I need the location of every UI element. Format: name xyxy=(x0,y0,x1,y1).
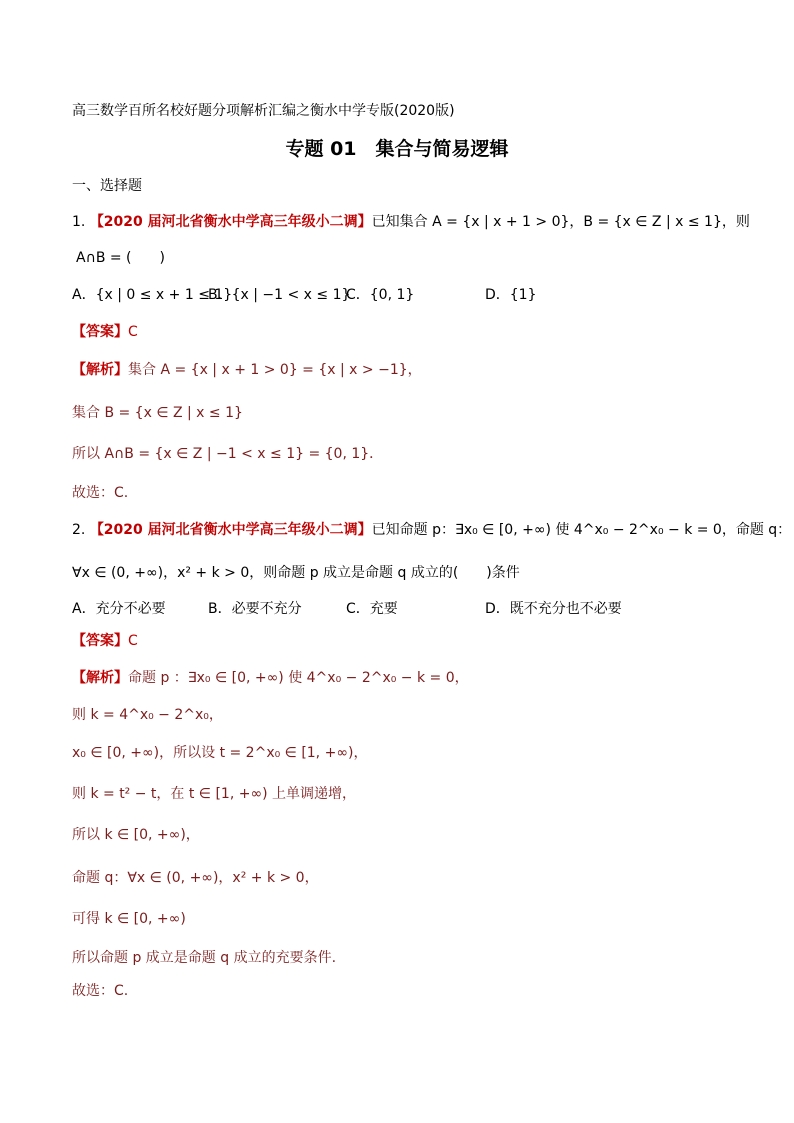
question-2-explanation-line-9: 故选：C. xyxy=(72,983,129,999)
question-2-source: 【2020 届河北省衡水中学高三年级小二调】 xyxy=(89,522,372,538)
question-1-option-c: C．{0, 1} xyxy=(346,287,415,303)
question-2-option-c: C．充要 xyxy=(346,601,398,617)
question-1-stem xyxy=(72,212,750,232)
question-2-stem-line2: ∀x ∈ (0, +∞)，x² + k > 0，则命题 p 成立是命题 q 成立的( )条件 xyxy=(72,565,520,581)
question-1-number: 1. xyxy=(72,214,86,230)
question-1-explanation-line-2: 集合 B = {x ∈ Z | x ≤ 1} xyxy=(72,405,243,421)
answer-label: 【答案】 xyxy=(72,324,128,340)
question-2-number: 2. xyxy=(72,522,86,538)
answer-value: C xyxy=(128,633,138,649)
question-1-text: 已知集合 A = {x | x + 1 > 0}，B = {x ∈ Z | x ≤ 1}，则 xyxy=(371,214,750,230)
question-1-explanation-line-1 xyxy=(72,360,422,380)
question-2-option-d: D．既不充分也不必要 xyxy=(485,601,622,617)
question-1-option-a: A．{x | 0 ≤ x + 1 ≤ 1} xyxy=(72,287,233,303)
question-2-explanation-line-5: 所以 k ∈ [0, +∞)， xyxy=(72,827,200,843)
page-title: 专题 01 集合与简易逻辑 xyxy=(285,138,509,160)
question-2-explanation-line-4: 则 k = t² − t，在 t ∈ [1, +∞) 上单调递增， xyxy=(72,786,357,802)
explanation-text: 命题 p ：∃x₀ ∈ [0, +∞) 使 4^x₀ − 2^x₀ − k = 0， xyxy=(128,670,469,686)
answer-value: C xyxy=(128,324,138,340)
question-1-option-b: B．{x | −1 < x ≤ 1} xyxy=(208,287,351,303)
section-heading: 一、选择题 xyxy=(72,178,142,194)
explanation-label: 【解析】 xyxy=(72,362,128,378)
question-2-explanation-line-7: 可得 k ∈ [0, +∞) xyxy=(72,911,186,927)
question-1-source: 【2020 届河北省衡水中学高三年级小二调】 xyxy=(89,214,372,230)
document-subtitle: 高三数学百所名校好题分项解析汇编之衡水中学专版(2020版) xyxy=(72,103,455,119)
explanation-label: 【解析】 xyxy=(72,670,128,686)
question-2-explanation-line-2: 则 k = 4^x₀ − 2^x₀， xyxy=(72,707,223,723)
question-2-explanation-line-1 xyxy=(72,668,469,688)
question-2-answer xyxy=(72,631,138,651)
question-2-stem xyxy=(72,520,791,540)
explanation-text: 集合 A = {x | x + 1 > 0} = {x | x > −1}， xyxy=(128,362,422,378)
question-1-answer xyxy=(72,322,138,342)
question-2-explanation-line-6: 命题 q：∀x ∈ (0, +∞)，x² + k > 0， xyxy=(72,870,319,886)
question-1-explanation-line-3: 所以 A∩B = {x ∈ Z | −1 < x ≤ 1} = {0, 1}． xyxy=(72,446,384,462)
question-2-option-b: B．必要不充分 xyxy=(208,601,302,617)
question-2-explanation-line-3: x₀ ∈ [0, +∞)，所以设 t = 2^x₀ ∈ [1, +∞)， xyxy=(72,745,368,761)
question-1-option-d: D．{1} xyxy=(485,287,537,303)
question-2-option-a: A．充分不必要 xyxy=(72,601,166,617)
answer-label: 【答案】 xyxy=(72,633,128,649)
question-1-explanation-line-4: 故选：C. xyxy=(72,485,129,501)
question-1-stem-line2: A∩B = ( ) xyxy=(76,250,165,266)
question-2-text: 已知命题 p：∃x₀ ∈ [0, +∞) 使 4^x₀ − 2^x₀ − k = 0，命题 q： xyxy=(371,522,792,538)
question-2-explanation-line-8: 所以命题 p 成立是命题 q 成立的充要条件. xyxy=(72,950,337,966)
